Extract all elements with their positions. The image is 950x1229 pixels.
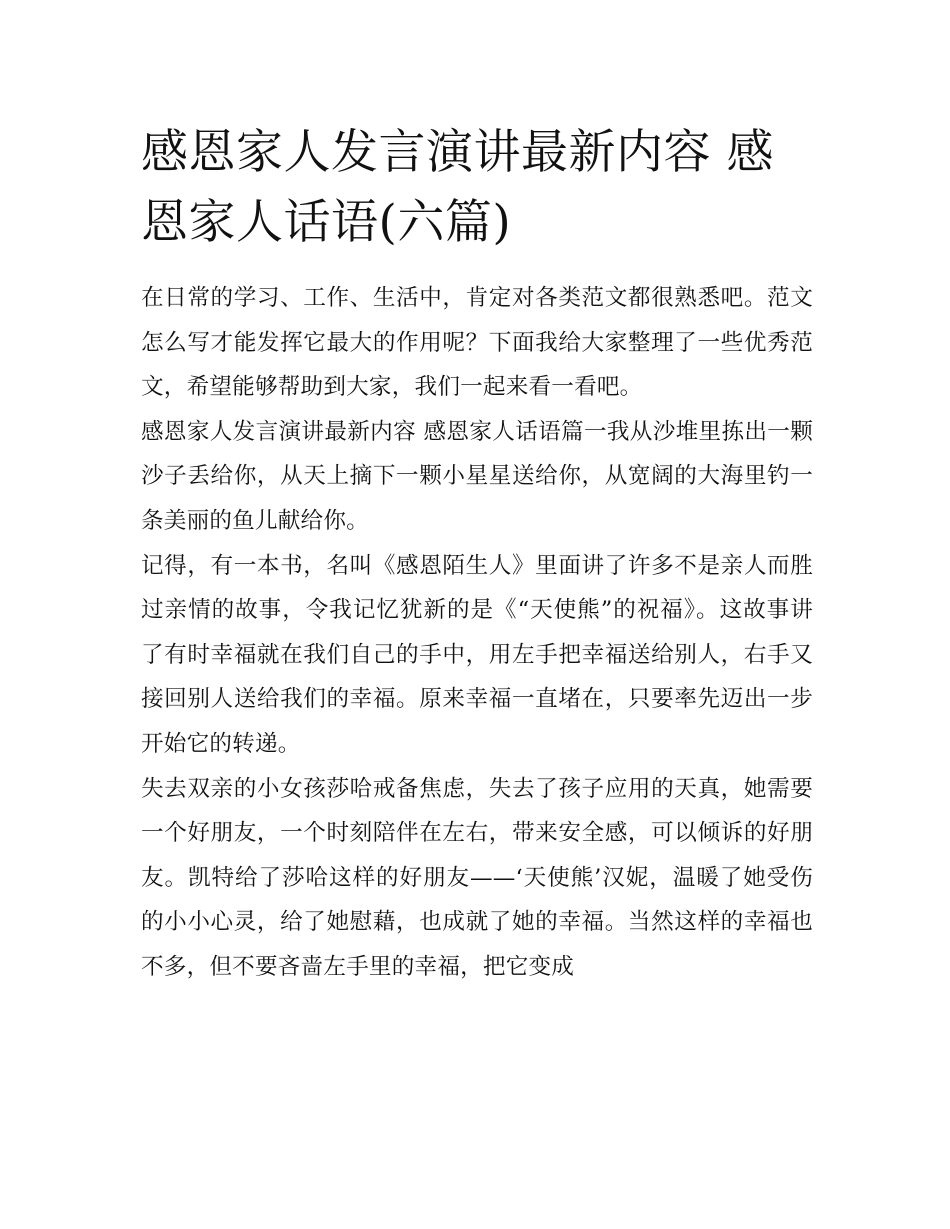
paragraph-intro: 在日常的学习、工作、生活中，肯定对各类范文都很熟悉吧。范文怎么写才能发挥它最大的作用呢？下面我给大家整理了一些优秀范文，希望能够帮助到大家，我们一起来看一看吧。: [141, 285, 813, 401]
document-title: 感恩家人发言演讲最新内容 感恩家人话语(六篇): [141, 125, 774, 250]
paragraph-book: 记得，有一本书，名叫《感恩陌生人》里面讲了许多不是亲人而胜过亲情的故事，令我记忆犹新的是《“天使熊”的祝福》。这故事讲了有时幸福就在我们自己的手中，用左手把幸福送给别人，右手又接回别人送给我们的幸福。原来幸福一直堵在，只要率先迈出一步开始它的转递。: [141, 552, 813, 757]
paragraph-story: 失去双亲的小女孩莎哈戒备焦虑，失去了孩子应用的天真，她需要一个好朋友，一个时刻陪伴在左右，带来安全感，可以倾诉的好朋友。凯特给了莎哈这样的好朋友——‘天使熊’汉妮，温暖了她受伤的小小心灵，给了她慰藉，也成就了她的幸福。当然这样的幸福也不多，但不要吝啬左手里的幸福，把它变成: [141, 775, 813, 980]
document-page: [141, 118, 813, 990]
paragraph-section-one: 感恩家人发言演讲最新内容 感恩家人话语篇一我从沙堆里拣出一颗沙子丢给你，从天上摘下一颗小星星送给你，从宽阔的大海里钓一条美丽的鱼儿献给你。: [141, 418, 813, 534]
